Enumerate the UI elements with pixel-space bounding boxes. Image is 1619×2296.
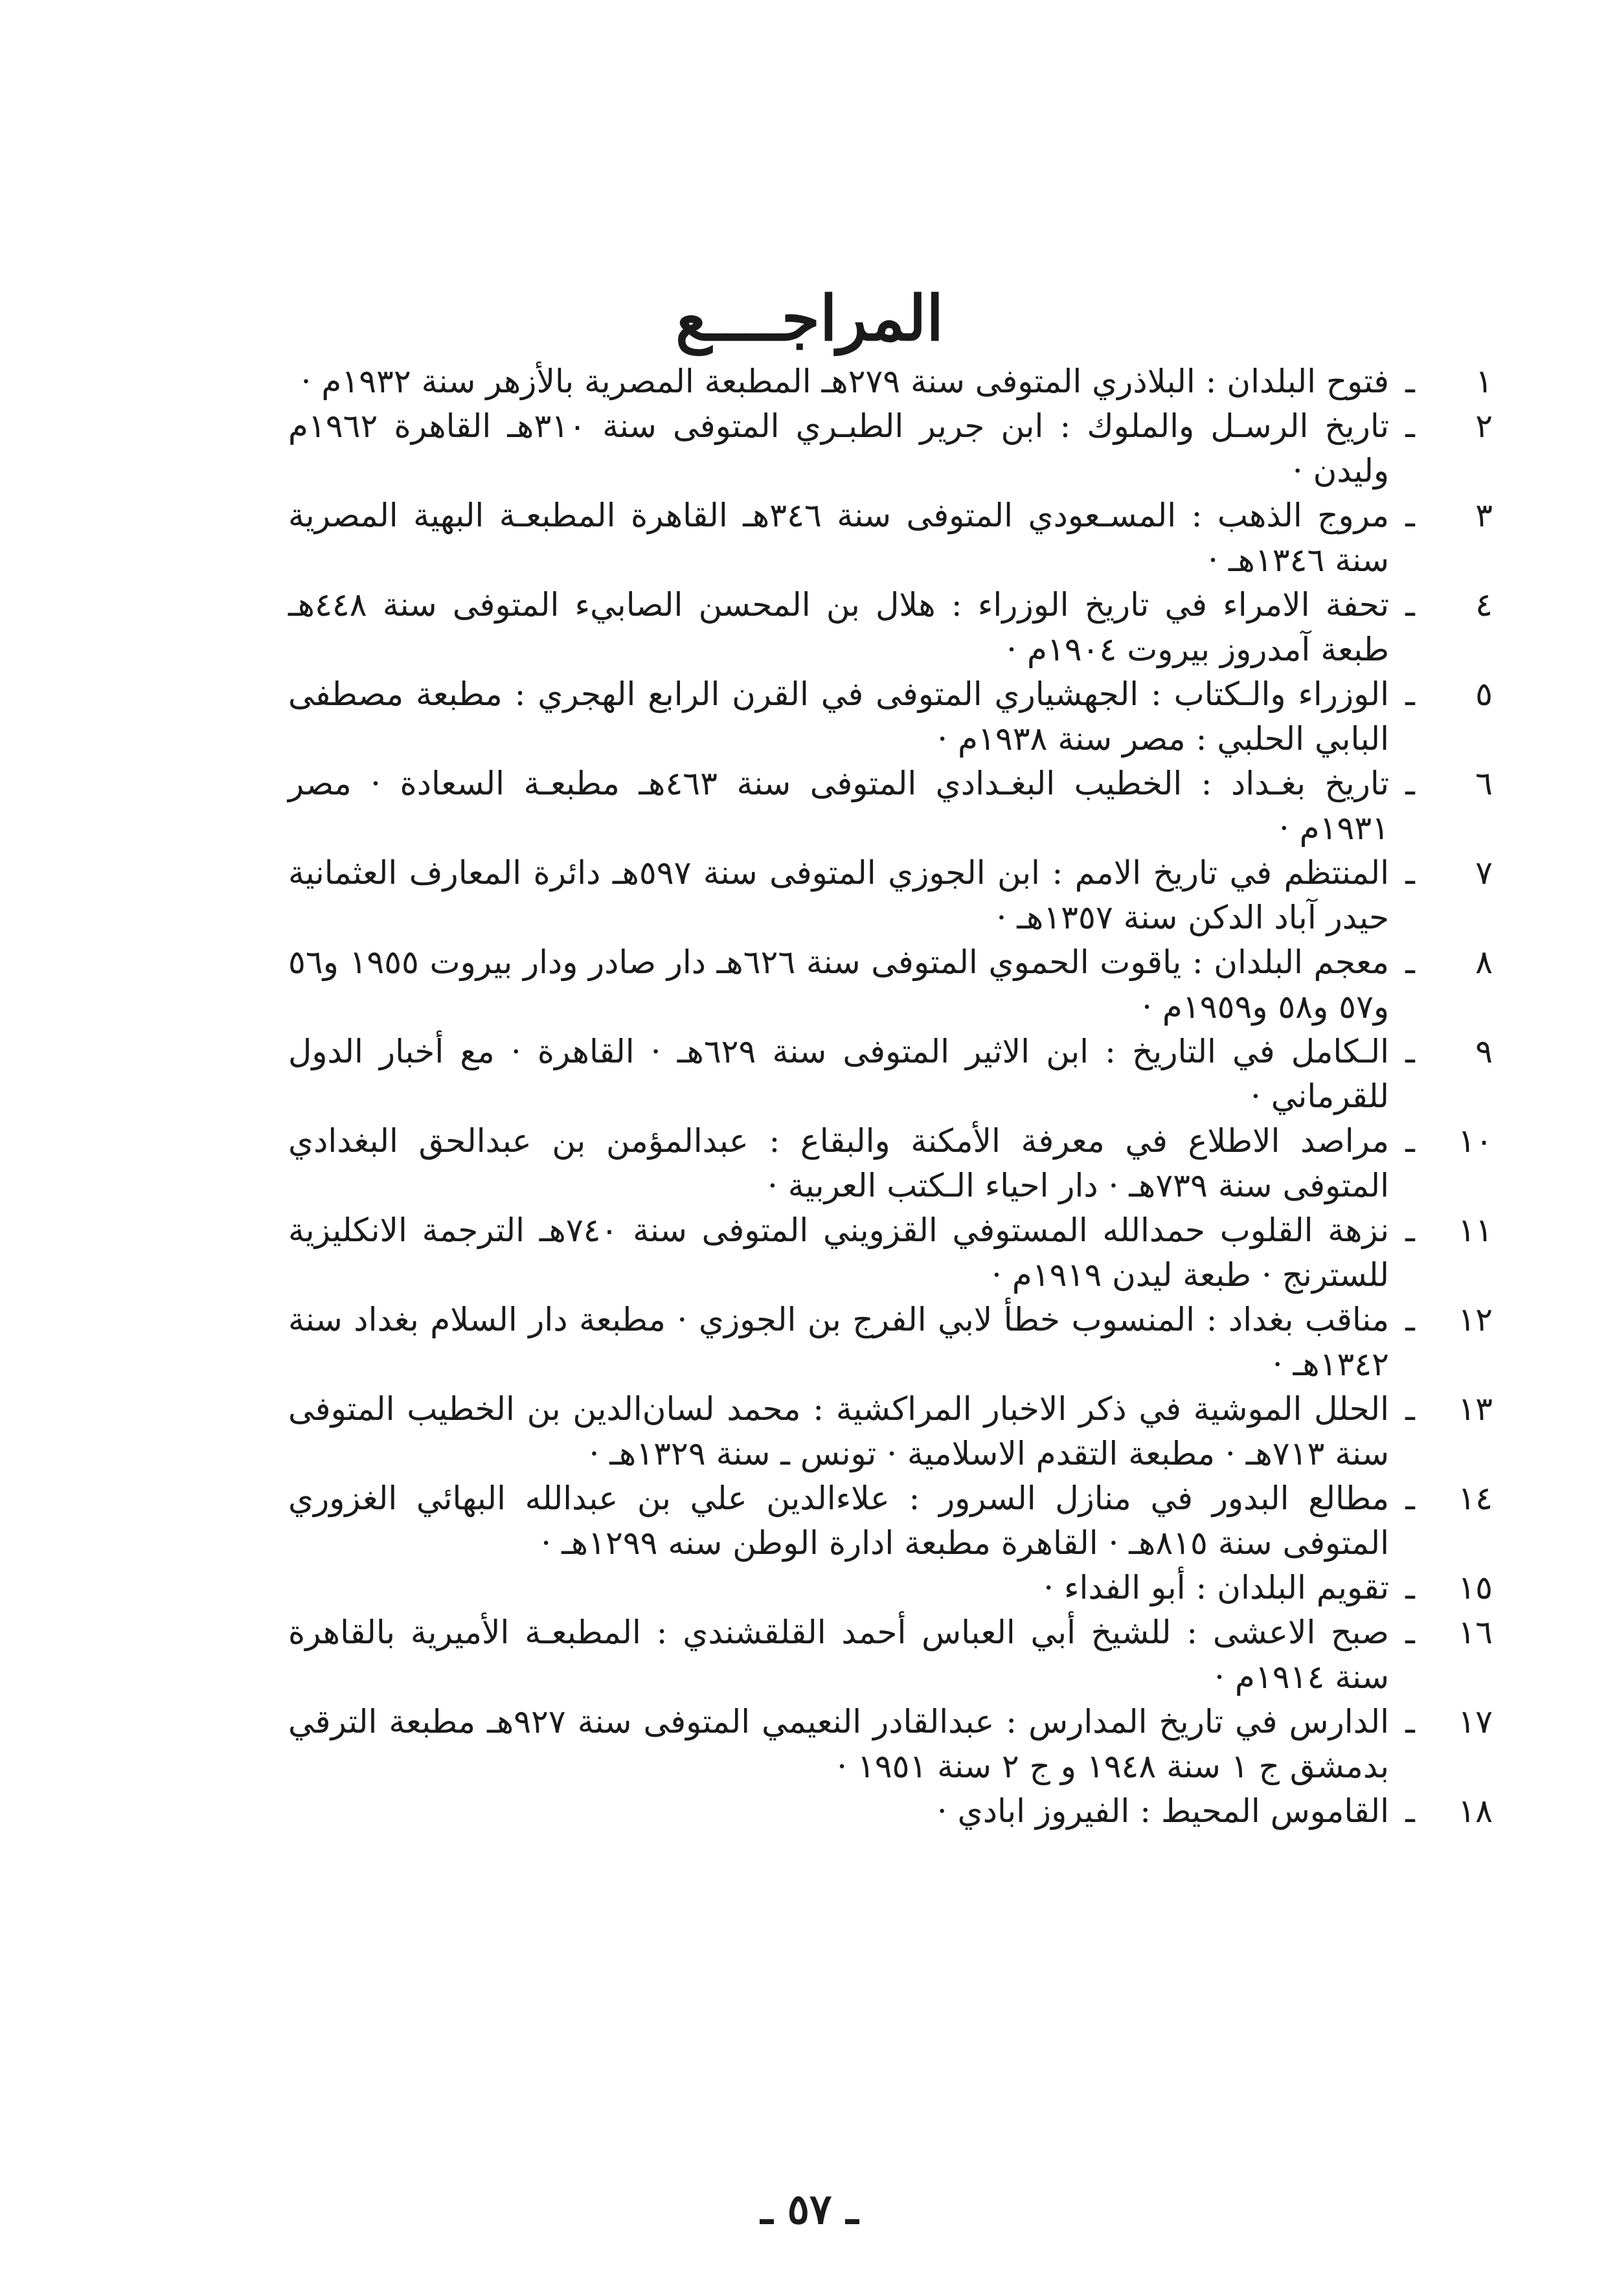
reference-item xyxy=(288,1700,1493,1789)
reference-text: صبح الاعشى : للشيخ أبي العباس أحمد القلقشندي : المطبعـة الأميرية بالقاهرة سنة ١٩١٤م · xyxy=(288,1614,1389,1696)
reference-item xyxy=(288,761,1493,851)
reference-dash: ـ xyxy=(1405,1211,1415,1249)
reference-text: تاريخ الرسـل والملوك : ابن جرير الطبـري المتوفى سنة ٣١٠هـ القاهرة ١٩٦٢م وليدن · xyxy=(288,407,1390,490)
reference-dash: ـ xyxy=(1405,1792,1415,1830)
reference-number: ١٥ xyxy=(1458,1569,1493,1606)
reference-text: فتوح البلدان : البلاذري المتوفى سنة ٢٧٩هـ المطبعة المصرية بالأزهر سنة ١٩٣٢م · xyxy=(300,363,1389,400)
reference-number: ٩ xyxy=(1475,1033,1493,1070)
reference-number: ٥ xyxy=(1475,675,1493,713)
reference-dash: ـ xyxy=(1405,765,1415,802)
reference-text: المنتظم في تاريخ الامم : ابن الجوزي المتوفى سنة ٥٩٧هـ دائرة المعارف العثمانية حيدر آباد الدكن سنة ١٣٥٧هـ · xyxy=(288,854,1389,936)
reference-item xyxy=(288,583,1493,672)
reference-dash: ـ xyxy=(1405,1569,1415,1606)
page-title: المراجــــع xyxy=(675,282,944,355)
reference-item xyxy=(288,672,1493,761)
reference-item xyxy=(288,1030,1493,1119)
references-list xyxy=(288,359,1493,1834)
reference-item xyxy=(288,1610,1493,1700)
reference-item xyxy=(288,940,1493,1030)
reference-text: تقويم البلدان : أبو الفداء · xyxy=(1043,1569,1389,1606)
reference-number: ٨ xyxy=(1475,943,1493,981)
reference-item xyxy=(288,851,1493,940)
reference-text: مراصد الاطلاع في معرفة الأمكنة والبقاع : عبدالمؤمن بن عبدالحق البغدادي المتوفى سنة ٧٣٩هـ · دار احياء الـكتب العربية · xyxy=(288,1122,1389,1204)
reference-number: ٢ xyxy=(1475,407,1493,445)
reference-number: ٧ xyxy=(1475,854,1493,892)
reference-number: ١٨ xyxy=(1458,1792,1493,1830)
reference-number: ٣ xyxy=(1475,497,1493,534)
reference-item xyxy=(288,493,1493,583)
reference-text: الحلل الموشية في ذكر الاخبار المراكشية : محمد لسان‌الدين بن الخطيب المتوفى سنة ٧١٣هـ · مطبعة التقدم الاسلامية · تونس ـ سنة ١٣٢٩هـ · xyxy=(288,1390,1389,1472)
reference-text: نزهة القلوب حمدالله المستوفي القزويني المتوفى سنة ٧٤٠هـ الترجمة الانكليزية للسترنج · طبعة ليدن ١٩١٩م · xyxy=(288,1211,1389,1294)
reference-number: ١٠ xyxy=(1458,1122,1493,1160)
reference-number: ١٤ xyxy=(1458,1480,1493,1517)
reference-text: مروج الذهب : المسـعودي المتوفى سنة ٣٤٦هـ القاهرة المطبعـة البهية المصرية سنة ١٣٤٦هـ · xyxy=(288,497,1389,579)
reference-text: تاريخ بغـداد : الخطيب البغـدادي المتوفى سنة ٤٦٣هـ مطبعـة السعادة · مصر ١٩٣١م · xyxy=(288,765,1389,847)
reference-item xyxy=(288,1566,1493,1610)
reference-dash: ـ xyxy=(1405,497,1415,534)
reference-text: تحفة الامراء في تاريخ الوزراء : هلال بن المحسن الصابيء المتوفى سنة ٤٤٨هـ طبعة آمدروز بيروت ١٩٠٤م · xyxy=(288,586,1389,668)
reference-dash: ـ xyxy=(1405,586,1415,624)
reference-text: القاموس المحيط : الفيروز ابادي · xyxy=(936,1792,1389,1830)
reference-number: ١٢ xyxy=(1458,1301,1493,1338)
reference-text: الوزراء والـكتاب : الجهشياري المتوفى في القرن الرابع الهجري : مطبعة مصطفى البابي الحلبي : مصر سنة ١٩٣٨م · xyxy=(288,675,1389,758)
reference-number: ١٣ xyxy=(1458,1390,1493,1428)
page-number: ـ ٥٧ ـ xyxy=(760,2185,859,2234)
reference-text: مطالع البدور في منازل السرور : علاءالدين علي بن عبدالله البهائي الغزوري المتوفى سنة ٨١٥هـ · القاهرة مطبعة ادارة الوطن سنه ١٢٩٩هـ · xyxy=(288,1480,1389,1562)
reference-item xyxy=(288,1476,1493,1566)
reference-number: ١٦ xyxy=(1458,1614,1493,1651)
reference-item xyxy=(288,1789,1493,1834)
reference-number: ٤ xyxy=(1475,586,1493,624)
reference-item xyxy=(288,1298,1493,1387)
reference-dash: ـ xyxy=(1405,1033,1415,1070)
reference-dash: ـ xyxy=(1405,675,1415,713)
reference-item xyxy=(288,1387,1493,1476)
reference-dash: ـ xyxy=(1405,363,1415,400)
reference-dash: ـ xyxy=(1405,854,1415,892)
reference-dash: ـ xyxy=(1405,1703,1415,1740)
reference-dash: ـ xyxy=(1405,1122,1415,1160)
reference-number: ١ xyxy=(1475,363,1493,400)
reference-text: الـكامل في التاريخ : ابن الاثير المتوفى سنة ٦٢٩هـ · القاهرة · مع أخبار الدول للقرماني · xyxy=(288,1033,1390,1115)
reference-dash: ـ xyxy=(1405,407,1415,445)
reference-dash: ـ xyxy=(1405,1480,1415,1517)
reference-dash: ـ xyxy=(1405,1614,1415,1651)
reference-text: مناقب بغداد : المنسوب خطأ لابي الفرج بن الجوزي · مطبعة دار السلام بغداد سنة ١٣٤٢هـ · xyxy=(288,1301,1389,1383)
reference-dash: ـ xyxy=(1405,1301,1415,1338)
reference-item xyxy=(288,1119,1493,1208)
reference-number: ٦ xyxy=(1475,765,1493,802)
reference-item xyxy=(288,359,1493,404)
reference-item xyxy=(288,404,1493,493)
reference-dash: ـ xyxy=(1405,943,1415,981)
reference-item xyxy=(288,1208,1493,1298)
reference-number: ١٧ xyxy=(1458,1703,1493,1740)
reference-text: الدارس في تاريخ المدارس : عبدالقادر النعيمي المتوفى سنة ٩٢٧هـ مطبعة الترقي بدمشق ج ١ سنة ١٩٤٨ و ج ٢ سنة ١٩٥١ · xyxy=(288,1703,1389,1785)
reference-dash: ـ xyxy=(1405,1390,1415,1428)
reference-number: ١١ xyxy=(1458,1211,1493,1249)
reference-text: معجم البلدان : ياقوت الحموي المتوفى سنة ٦٢٦هـ دار صادر ودار بيروت ١٩٥٥ و٥٦ و٥٧ و٥٨ و١٩٥٩م · xyxy=(288,943,1389,1026)
